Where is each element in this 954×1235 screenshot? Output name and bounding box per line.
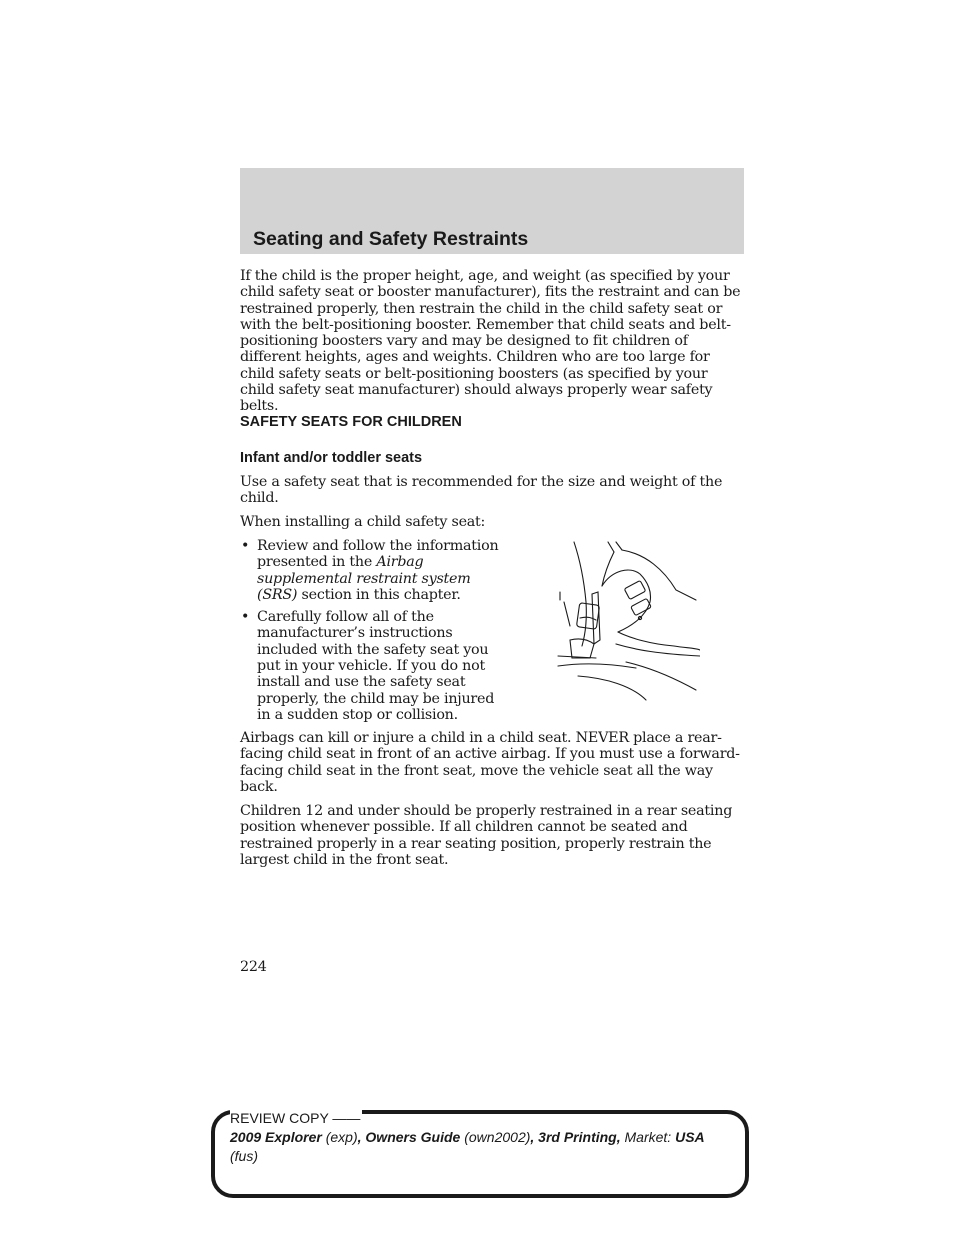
bullet-text: Carefully follow all of the manufacturer’s instructions included with the safety seat you put in your vehicle. If you do not install and use the safety seat properly, the child may be injured in a sudden stop or collision.	[257, 609, 495, 723]
footer-guide-code: (own2002)	[464, 1129, 531, 1145]
child-seat-buckle-illustration	[556, 540, 700, 705]
bullet-symbol: •	[241, 538, 250, 554]
bullet-text: Review and follow the information presented in the	[257, 538, 499, 571]
section-heading: SAFETY SEATS FOR CHILDREN	[240, 414, 462, 430]
footer-model-code: (exp)	[325, 1129, 358, 1145]
bullet-symbol: •	[241, 609, 250, 626]
footer-guide: , Owners Guide	[357, 1129, 461, 1145]
airbag-warning-paragraph: Airbags can kill or injure a child in a child seat. NEVER place a rear-facing child seat in front of an active airbag. If you must use a forward-facing child seat in the front seat, move the vehicle seat all the way back.	[240, 730, 740, 795]
use-seat-paragraph: Use a safety seat that is recommended for the size and weight of the child.	[240, 474, 723, 507]
list-item	[240, 538, 502, 603]
bullet-text: section in this chapter.	[297, 586, 461, 603]
intro-paragraph: If the child is the proper height, age, and weight (as specified by your child safety seat or booster manufacturer), fits the restraint and can be restrained properly, then restrain the child in the child safety seat or with the belt-positioning booster. Remember that child seats and belt-positioning boosters vary and may be designed to fit children of different heights, ages and weights. Children who are too large for child safety seats or belt-positioning boosters (as specified by your child safety seat manufacturer) should always properly wear safety belts.	[240, 268, 741, 415]
installation-bullet-list	[240, 538, 502, 729]
footer-market-code: (fus)	[230, 1148, 258, 1164]
footer-market: USA	[675, 1129, 705, 1145]
subsection-heading: Infant and/or toddler seats	[240, 450, 423, 466]
review-copy-footer	[230, 1109, 735, 1166]
footer-printing: , 3rd Printing,	[530, 1129, 621, 1145]
page-title: Seating and Safety Restraints	[253, 228, 529, 250]
children-12-paragraph: Children 12 and under should be properly restrained in a rear seating position whenever possible. If all children cannot be seated and restrained properly in a rear seating position, properly restrain the largest child in the front seat.	[240, 803, 733, 868]
list-item	[240, 609, 502, 723]
when-installing-paragraph: When installing a child safety seat:	[240, 514, 486, 530]
footer-market-label: Market:	[624, 1129, 672, 1145]
page-number: 224	[240, 959, 267, 975]
bullet-italic-reference: Airbag supplemental restraint system (SRS)	[257, 554, 471, 603]
footer-model: 2009 Explorer	[230, 1129, 322, 1145]
review-copy-label: REVIEW COPY ——	[230, 1110, 361, 1126]
